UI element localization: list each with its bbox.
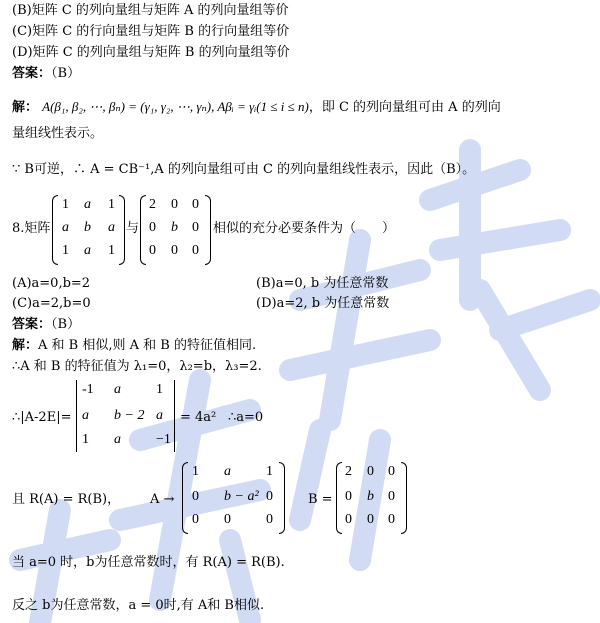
det-matrix-entry: b − 2 bbox=[114, 408, 145, 423]
answer-label: 答案： bbox=[12, 66, 52, 81]
solution-1-line-2: 量组线性表示。 bbox=[12, 126, 104, 141]
matrix-a-entry: b bbox=[84, 220, 91, 235]
b-label: B = bbox=[308, 492, 333, 507]
reduced-matrix-a-entry: 0 bbox=[192, 512, 199, 527]
rank-arrow: A → bbox=[150, 492, 175, 507]
matrix-b-entry: 0 bbox=[149, 220, 156, 235]
det-prefix: ∴|A-2E|= bbox=[12, 410, 72, 425]
matrix-b-2 bbox=[336, 462, 408, 534]
q8-with: 与 bbox=[126, 221, 140, 236]
answer-value: （B） bbox=[51, 66, 81, 81]
reduced-matrix-a-entry: a bbox=[224, 464, 231, 479]
reduced-matrix-a bbox=[182, 462, 286, 534]
matrix-b-entry: b bbox=[171, 220, 178, 235]
det-result: = 4a² bbox=[180, 410, 217, 425]
matrix-b-entry: 0 bbox=[171, 243, 178, 258]
matrix-a-entry: a bbox=[62, 220, 69, 235]
matrix-b bbox=[140, 195, 212, 265]
matrix-b-2-entry: 0 bbox=[345, 512, 352, 527]
matrix-a-entry: 1 bbox=[62, 243, 69, 258]
line-converse: 反之 b为任意常数，a = 0时,有 A和 B相似. bbox=[12, 598, 265, 613]
line-when: 当 a=0 时，b为任意常数时，有 R(A) = R(B). bbox=[12, 555, 285, 570]
answer-value: （B） bbox=[51, 317, 81, 332]
det-then: ∴a=0 bbox=[228, 410, 264, 425]
matrix-b-2-entry: 0 bbox=[345, 489, 352, 504]
q8-option-d: (D)a=2, b 为任意常数 bbox=[256, 296, 390, 311]
q8-prefix: 8.矩阵 bbox=[12, 221, 51, 236]
option-d-top: (D)矩阵 C 的列向量组与矩阵 B 的列向量组等价 bbox=[12, 45, 290, 60]
det-matrix-entry: 1 bbox=[82, 432, 89, 447]
det-matrix-entry: -1 bbox=[82, 382, 94, 397]
solution-2-line-2: ∴A 和 B 的特征值为 λ₁=0，λ₂=b，λ₃=2. bbox=[12, 359, 262, 374]
solution-1-formula: A(β₁, β₂, ⋯, βₙ) = (γ₁, γ₂, ⋯, γₙ), Aβᵢ = γᵢ(1 ≤ i ≤ n) bbox=[42, 99, 309, 114]
matrix-a-entry: 1 bbox=[62, 197, 69, 212]
matrix-b-entry: 2 bbox=[149, 197, 156, 212]
matrix-a bbox=[52, 195, 126, 265]
det-matrix-entry: a bbox=[114, 382, 121, 397]
solution-1-text-a: ，即 C 的列向量组可由 A 的列向 bbox=[308, 100, 501, 115]
reduced-matrix-a-entry: 0 bbox=[266, 489, 273, 504]
option-b-top: (B)矩阵 C 的列向量组与矩阵 A 的列向量组等价 bbox=[12, 3, 289, 18]
solution-1-line-3: ∵ B可逆，∴ A = CB⁻¹,A 的列向量组可由 C 的列向量组线性表示，因此（B）。 bbox=[12, 162, 476, 177]
matrix-b-2-entry: b bbox=[367, 489, 374, 504]
solution-2-line-1: 解：A 和 B 相似,则 A 和 B 的特征值相同. bbox=[12, 338, 257, 353]
det-matrix bbox=[76, 380, 176, 454]
matrix-a-entry: a bbox=[108, 220, 115, 235]
reduced-matrix-a-entry: 1 bbox=[192, 464, 199, 479]
answer-1 bbox=[12, 66, 80, 82]
q8-suffix: 相似的充分必要条件为（ ） bbox=[213, 221, 396, 236]
reduced-matrix-a-entry: 0 bbox=[192, 489, 199, 504]
reduced-matrix-a-entry: 1 bbox=[266, 464, 273, 479]
det-matrix-entry: a bbox=[82, 408, 89, 423]
svg-text:学部教育: 学部教育 bbox=[0, 0, 4, 1]
matrix-b-2-entry: 2 bbox=[345, 464, 352, 479]
answer-label: 答案： bbox=[12, 317, 52, 332]
matrix-b-entry: 0 bbox=[171, 197, 178, 212]
answer-2 bbox=[12, 317, 80, 333]
matrix-b-2-entry: 0 bbox=[367, 512, 374, 527]
solution-label: 解： bbox=[12, 338, 39, 353]
matrix-a-entry: a bbox=[84, 197, 91, 212]
option-c-top: (C)矩阵 C 的行向量组与矩阵 B 的行向量组等价 bbox=[12, 24, 290, 39]
solution-1-line-1 bbox=[12, 99, 501, 116]
matrix-b-entry: 0 bbox=[192, 197, 199, 212]
det-matrix-entry: a bbox=[114, 432, 121, 447]
matrix-b-2-entry: 0 bbox=[388, 464, 395, 479]
matrix-a-entry: a bbox=[84, 243, 91, 258]
matrix-b-2-entry: 0 bbox=[388, 512, 395, 527]
matrix-a-entry: 1 bbox=[108, 197, 115, 212]
matrix-b-2-entry: 0 bbox=[388, 489, 395, 504]
q8-option-c: (C)a=2,b=0 bbox=[12, 296, 91, 311]
matrix-a-entry: 1 bbox=[108, 243, 115, 258]
reduced-matrix-a-entry: 0 bbox=[224, 512, 231, 527]
q8-option-a: (A)a=0,b=2 bbox=[12, 276, 91, 291]
matrix-b-entry: 0 bbox=[192, 220, 199, 235]
rank-prefix: 且 R(A) = R(B)， bbox=[12, 492, 121, 507]
det-matrix-entry: 1 bbox=[156, 382, 163, 397]
matrix-b-entry: 0 bbox=[149, 243, 156, 258]
det-matrix-entry: a bbox=[156, 408, 163, 423]
reduced-matrix-a-entry: b − a² bbox=[224, 489, 259, 504]
reduced-matrix-a-entry: 0 bbox=[266, 512, 273, 527]
q8-option-b: (B)a=0, b 为任意常数 bbox=[256, 276, 389, 291]
solution-label: 解： bbox=[12, 100, 39, 115]
det-matrix-entry: −1 bbox=[156, 432, 171, 447]
matrix-b-entry: 0 bbox=[192, 243, 199, 258]
matrix-b-2-entry: 0 bbox=[367, 464, 374, 479]
